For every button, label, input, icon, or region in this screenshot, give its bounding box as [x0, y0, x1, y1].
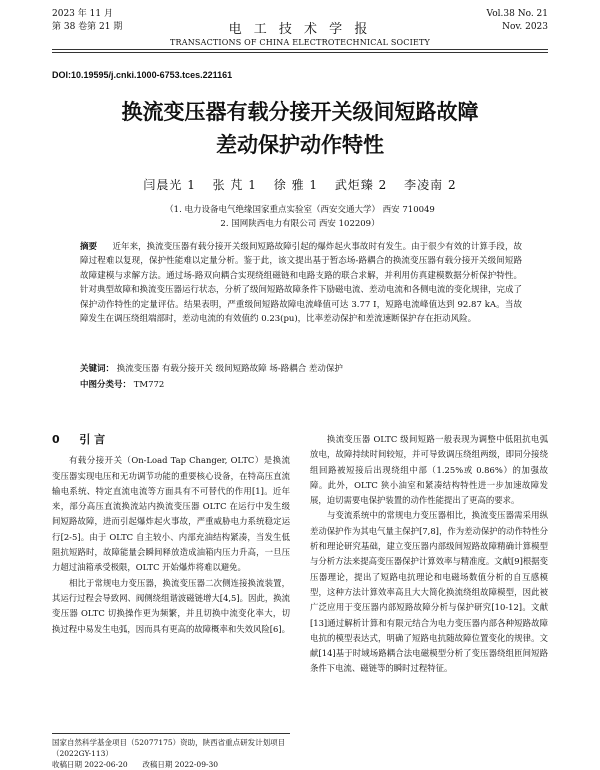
abstract-text: 近年来，换流变压器有载分接开关级间短路故障引起的爆炸起火事故时有发生。由于很少有效的计算手段，故障过程难以复现，保护性能难以定量分析。鉴于此，该文提出基于暂态场-路耦合的换流变压器有载分接开关级间短路故障建模与求解方法。通过场-路双向耦合实现绕组磁链和电路支路的联合求解，并利用仿真建模数据分析保护特性。针对典型故障和换流变压器运行状态，分析了级间短路故障条件下励磁电流、差动电流和各侧电流的变化规律，完成了保护动作特性的定量评估。结果表明，严重级间短路故障电流峰值可达 3.77 I，短路电流峰值达到 92.87 kA。当故障发生在调压绕组端部时，差动电流的有效值约 0.23(pu)，比率差动保护和差流速断保护存在拒动风险。	[80, 242, 523, 325]
fund-note: 国家自然科学基金项目（52077175）资助，陕西省重点研发计划项目（2022GY-113）	[52, 738, 286, 758]
section-title: 引 言	[79, 433, 106, 446]
month-year: Nov. 2023	[502, 22, 548, 32]
footnote	[52, 733, 290, 770]
paragraph: 与变流系统中的常规电力变压器相比，换流变压器需采用纵差动保护作为其电气量主保护[7,8]，作为差动保护的动作特性分析和理论研究基础，建立变压器内部级间短路故障精确计算模型与分析方法来提高变压器保护计算效率与精准度。文献[9]根据变压器理论，提出了短路电抗理论和电磁场数值分析的自互感模型，这种方法计算效率高且大大简化换流绕组故障模型，因此被广泛应用于变压器内部短路故障分析与保护研究[10-12]。文献[13]通过解析计算和有限元结合为电力变压器内部各种短路故障电抗的模型表达式，明确了短路电抗随故障位置变化的规律。文献[14]基于时域场路耦合法电磁模型分析了变压器绕组匝间短路条件下电流、磁链等的瞬时过程特征。	[310, 510, 548, 674]
keywords-text: 换流变压器 有载分接开关 级间短路故障 场-路耦合 差动保护	[116, 364, 343, 374]
section-number: 0	[52, 433, 60, 446]
author: 徐 雅 1	[273, 178, 319, 192]
section-heading	[52, 432, 290, 447]
volume-number: Vol.38 No. 21	[486, 9, 548, 19]
journal-header	[0, 0, 600, 60]
author: 张 芃 1	[212, 178, 257, 192]
revised-date: 改稿日期 2022-09-30	[142, 760, 219, 769]
keywords	[80, 362, 343, 374]
paper-title-line2: 差动保护动作特性	[216, 133, 384, 157]
doi: DOI:10.19595/j.cnki.1000-6753.tces.221161	[52, 70, 233, 80]
author: 李凌南 2	[404, 178, 457, 192]
journal-name-en: TRANSACTIONS OF CHINA ELECTROTECHNICAL SOCIETY	[169, 38, 431, 47]
paper-title-line1: 换流变压器有载分接开关级间短路故障	[121, 100, 479, 124]
received-date: 收稿日期 2022-06-20	[52, 760, 128, 769]
affiliation-1: （1. 电力设备电气绝缘国家重点实验室（西安交通大学） 西安 710049	[165, 205, 435, 215]
right-column	[310, 432, 548, 677]
abstract	[80, 240, 522, 326]
journal-name-cn: 电 工 技 术 学 报	[228, 22, 372, 37]
author: 闫晨光 1	[143, 178, 196, 192]
volume-issue: 第 38 卷第 21 期	[52, 22, 123, 32]
keywords-label: 关键词：	[80, 364, 115, 374]
author-list	[52, 176, 548, 193]
classification-label: 中图分类号：	[80, 380, 132, 390]
author: 武炬臻 2	[334, 178, 388, 192]
dates	[52, 759, 290, 770]
paragraph: 换流变压器 OLTC 级间短路一般表现为调整中低阻抗电弧放电，故障持续时间较短，并可导致调压绕组两级，即同分接绕组回路被短接后出现绕组中部（1.25%或 0.86%）的加强故障。此外，OLTC 狭小油室和紧凑结构特性进一步加速故障发展，迫切需要电保护装置的动作性能提出了更高的要求。	[310, 434, 548, 506]
paragraph: 有载分接开关（On-Load Tap Changer, OLTC）是换流变压器实现电压和无功调节功能的重要核心设备，在特高压直流输电系统、特定直流电流等方面具有不可替代的作用[1]。近年来，部分高压直流换流站内换流变压器 OLTC 在运行中发生级间短路故障，进而引起爆炸起火事故，严重威胁电力系统稳定运行[2-5]。由于 OLTC 自主较小、内部充油结构紧凑，当发生低阻抗短路时，故障能量会瞬间释放造成油箱内压力升高，一旦压力超过油箱承受极限，OLTC 开始爆炸将难以避免。	[52, 455, 290, 573]
classification-code: TM772	[133, 380, 165, 390]
abstract-label: 摘要	[80, 242, 98, 252]
issue-date: 2023 年 11 月	[52, 9, 113, 19]
left-column	[52, 432, 290, 637]
affiliation-2: 2. 国网陕西电力有限公司 西安 102209）	[220, 219, 380, 229]
header-rule-2	[52, 52, 548, 53]
header-rule	[52, 49, 548, 50]
classification	[80, 378, 164, 390]
paragraph: 相比于常规电力变压器，换流变压器二次侧连接换流装置，其运行过程会导致网、阀侧绕组谐波磁链增大[4,5]。因此，换流变压器 OLTC 切换操作更为频繁，并且切换中流变化率大，切换过程中易发生电弧，因而具有更高的故障概率和失效风险[6]。	[52, 577, 290, 634]
